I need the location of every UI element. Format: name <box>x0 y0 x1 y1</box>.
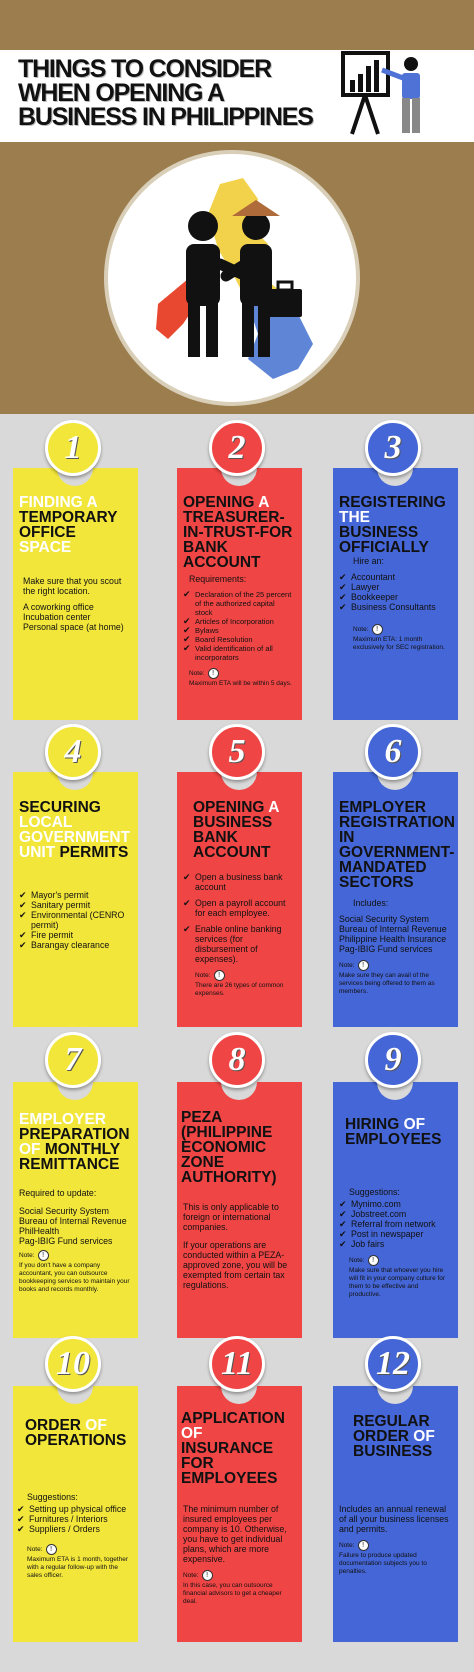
title-banner <box>0 50 474 142</box>
step-7-line: Bureau of Internal Revenue <box>19 1216 127 1226</box>
step-4-item: ✔ Fire permit <box>19 930 130 940</box>
step-12-title-b: OF <box>413 1428 435 1445</box>
step-11-note: In this case, you can outsource financial advisors to get a cheaper deal. <box>183 1582 282 1605</box>
step-9-item: ✔ Jobstreet.com <box>339 1209 450 1219</box>
step-5-item: ✔ Enable online banking services (for disbursement of expenses). <box>183 924 294 964</box>
step-12-title-c: BUSINESS <box>353 1443 433 1460</box>
step-5-note-label: Note: ! <box>195 970 294 981</box>
step-number-3: 3 <box>365 420 421 476</box>
step-4-item: ✔ Environmental (CENRO permit) <box>19 910 130 930</box>
step-card-7 <box>13 1082 138 1338</box>
step-12-note: Failure to produce updated documentation subjects you to penalties. <box>339 1552 427 1575</box>
step-card-2 <box>177 468 302 720</box>
step-7-title-a: EMPLOYER <box>19 1111 106 1128</box>
step-8-paragraph: If your operations are conducted within a PEZA-approved zone, you will be exempted from certain tax regulations. <box>183 1240 288 1290</box>
step-number-10: 10 <box>45 1336 101 1392</box>
step-3-item: ✔ Business Consultants <box>339 602 450 612</box>
step-2-subhead: Requirements: <box>189 574 247 584</box>
step-7-note: If you don't have a company accountant, you can outsource bookkeeping services to maintain your books and records monthly. <box>19 1262 130 1293</box>
step-4-title-c: PERMITS <box>59 844 129 861</box>
step-4-title-b: LOCAL GOVERNMENT UNIT <box>19 814 131 861</box>
handshake-map-illustration <box>108 154 356 402</box>
step-12-note-label: Note: ! <box>339 1540 450 1551</box>
step-4-item: ✔ Barangay clearance <box>19 940 130 950</box>
step-11-title-c: INSURANCE FOR EMPLOYEES <box>181 1440 278 1487</box>
step-6-line: Philippine Health Insurance <box>339 934 447 944</box>
info-icon: ! <box>208 668 219 679</box>
step-card-10 <box>13 1386 138 1642</box>
step-3-title-b: THE <box>339 509 370 526</box>
step-10-title-c: OPERATIONS <box>25 1432 127 1449</box>
step-9-title-c: EMPLOYEES <box>345 1131 442 1148</box>
step-9-note: Make sure that whoever you hire will fit in your company culture for them to be effective and productive. <box>349 1267 446 1298</box>
step-9-item: ✔ Post in newspaper <box>339 1229 450 1239</box>
step-6-title: EMPLOYER REGISTRATION IN GOVERNMENT-MANDATED SECTORS <box>339 799 455 891</box>
step-card-9 <box>333 1082 458 1338</box>
step-number-7: 7 <box>45 1032 101 1088</box>
step-card-3 <box>333 468 458 720</box>
hero-circle <box>104 150 360 406</box>
info-icon: ! <box>368 1255 379 1266</box>
info-icon: ! <box>358 1540 369 1551</box>
step-9-title-b: OF <box>403 1116 426 1133</box>
step-5-item: ✔ Open a business bank account <box>183 872 294 892</box>
step-11-title-b: OF <box>181 1425 203 1442</box>
step-2-title-c: TREASURER-IN-TRUST-FOR BANK ACCOUNT <box>183 509 293 571</box>
step-11-title-a: APPLICATION <box>181 1410 285 1427</box>
step-9-item: ✔ Job fairs <box>339 1239 450 1249</box>
info-icon: ! <box>46 1544 57 1555</box>
step-9-title-a: HIRING <box>345 1116 404 1133</box>
step-number-4: 4 <box>45 724 101 780</box>
step-2-item: ✔ Declaration of the 25 percent of the authorized capital stock <box>183 590 294 617</box>
step-3-note: Maximum ETA: 1 month exclusively for SEC registration. <box>353 636 445 651</box>
info-icon: ! <box>214 970 225 981</box>
step-12-title-a: REGULAR ORDER <box>353 1413 430 1445</box>
step-number-8: 8 <box>209 1032 265 1088</box>
step-card-1 <box>13 468 138 720</box>
step-10-title-a: ORDER <box>25 1417 86 1434</box>
step-7-line: PhilHealth <box>19 1226 60 1236</box>
step-1-line: Incubation center <box>23 612 91 622</box>
step-3-item: ✔ Lawyer <box>339 582 450 592</box>
presenter-easel-icon <box>340 50 474 142</box>
step-number-12: 12 <box>365 1336 421 1392</box>
step-6-note-label: Note: ! <box>339 960 450 971</box>
step-7-title-b: PREPARATION <box>19 1126 130 1143</box>
step-10-note-label: Note: ! <box>27 1544 130 1555</box>
step-10-subhead: Suggestions: <box>27 1492 78 1502</box>
step-2-title-a: OPENING <box>183 494 259 511</box>
step-9-item: ✔ Mynimo.com <box>339 1199 450 1209</box>
step-1-title-a: FINDING A <box>19 494 98 511</box>
step-1-title-b: TEMPORARY OFFICE <box>19 509 118 541</box>
step-7-title-c: OF <box>19 1141 45 1158</box>
step-12-paragraph: Includes an annual renewal of all your business licenses and permits. <box>339 1504 449 1534</box>
step-4-item: ✔ Mayor's permit <box>19 890 130 900</box>
step-10-title-b: OF <box>85 1417 107 1434</box>
step-2-item: ✔ Valid identification of all incorporators <box>183 644 294 662</box>
step-card-6 <box>333 772 458 1027</box>
step-card-11 <box>177 1386 302 1642</box>
step-3-title-a: REGISTERING <box>339 494 446 511</box>
step-8-paragraph: This is only applicable to foreign or international companies. <box>183 1202 279 1232</box>
step-4-title-a: SECURING <box>19 799 101 816</box>
step-6-line: Bureau of Internal Revenue <box>339 924 447 934</box>
step-1-title-c: SPACE <box>19 539 72 556</box>
step-11-paragraph: The minimum number of insured employees per company is 10. Otherwise, you have to get individual plans, which are more expensive. <box>183 1504 287 1564</box>
step-card-5 <box>177 772 302 1027</box>
step-number-2: 2 <box>209 420 265 476</box>
step-5-title-a: OPENING <box>193 799 269 816</box>
step-2-note: Maximum ETA will be within 5 days. <box>189 680 292 687</box>
step-card-12 <box>333 1386 458 1642</box>
step-3-note-label: Note: ! <box>353 624 450 635</box>
step-10-note: Maximum ETA is 1 month, together with a regular follow-up with the sales officer. <box>27 1556 129 1579</box>
step-number-1: 1 <box>45 420 101 476</box>
step-6-line: Pag-IBIG Fund services <box>339 944 433 954</box>
step-10-item: ✔ Suppliers / Orders <box>17 1524 130 1534</box>
step-7-line: Pag-IBIG Fund services <box>19 1236 113 1246</box>
step-5-note: There are 26 types of common expenses. <box>195 982 284 997</box>
title-line-2: WHEN OPENING A <box>18 79 224 107</box>
top-band <box>0 0 474 50</box>
step-9-note-label: Note: ! <box>349 1255 450 1266</box>
step-5-title-b: A <box>268 799 279 816</box>
step-1-line: Personal space (at home) <box>23 622 124 632</box>
step-1-line: A coworking office <box>23 602 94 612</box>
step-6-line: Social Security System <box>339 914 429 924</box>
step-7-line: Social Security System <box>19 1206 109 1216</box>
info-icon: ! <box>202 1570 213 1581</box>
step-7-note-label: Note: ! <box>19 1250 130 1261</box>
title-line-1: THINGS TO CONSIDER <box>18 55 271 83</box>
step-2-item: ✔ Bylaws <box>183 626 294 635</box>
step-number-9: 9 <box>365 1032 421 1088</box>
step-10-item: ✔ Setting up physical office <box>17 1504 130 1514</box>
step-2-item: ✔ Articles of Incorporation <box>183 617 294 626</box>
step-6-subhead: Includes: <box>353 898 389 908</box>
step-4-item: ✔ Sanitary permit <box>19 900 130 910</box>
step-card-4 <box>13 772 138 1027</box>
step-2-note-label: Note: ! <box>189 668 294 679</box>
info-icon: ! <box>38 1250 49 1261</box>
info-icon: ! <box>358 960 369 971</box>
step-number-11: 11 <box>209 1336 265 1392</box>
step-6-note: Make sure they can avail of the services being offered to them as members. <box>339 972 435 995</box>
step-8-title: PEZA (PHILIPPINE ECONOMIC ZONE AUTHORITY) <box>181 1109 277 1186</box>
step-3-subhead: Hire an: <box>353 556 384 566</box>
step-number-6: 6 <box>365 724 421 780</box>
step-3-item: ✔ Bookkeeper <box>339 592 450 602</box>
info-icon: ! <box>372 624 383 635</box>
step-7-subhead: Required to update: <box>19 1188 97 1198</box>
step-5-title-c: BUSINESS BANK ACCOUNT <box>193 814 273 861</box>
step-9-subhead: Suggestions: <box>349 1187 400 1197</box>
step-1-intro: Make sure that you scout the right location. <box>23 576 122 596</box>
step-2-title-b: A <box>258 494 269 511</box>
step-3-item: ✔ Accountant <box>339 572 450 582</box>
step-11-note-label: Note: ! <box>183 1570 294 1581</box>
title-line-3: BUSINESS IN PHILIPPINES <box>18 103 313 131</box>
step-card-8 <box>177 1082 302 1338</box>
step-7-title-d: MONTHLY REMITTANCE <box>19 1141 120 1173</box>
step-2-item: ✔ Board Resolution <box>183 635 294 644</box>
step-3-title-c: BUSINESS OFFICIALLY <box>339 524 429 556</box>
step-number-5: 5 <box>209 724 265 780</box>
step-5-item: ✔ Open a payroll account for each employee. <box>183 898 294 918</box>
step-9-item: ✔ Referral from network <box>339 1219 450 1229</box>
step-10-item: ✔ Furnitures / Interiors <box>17 1514 130 1524</box>
